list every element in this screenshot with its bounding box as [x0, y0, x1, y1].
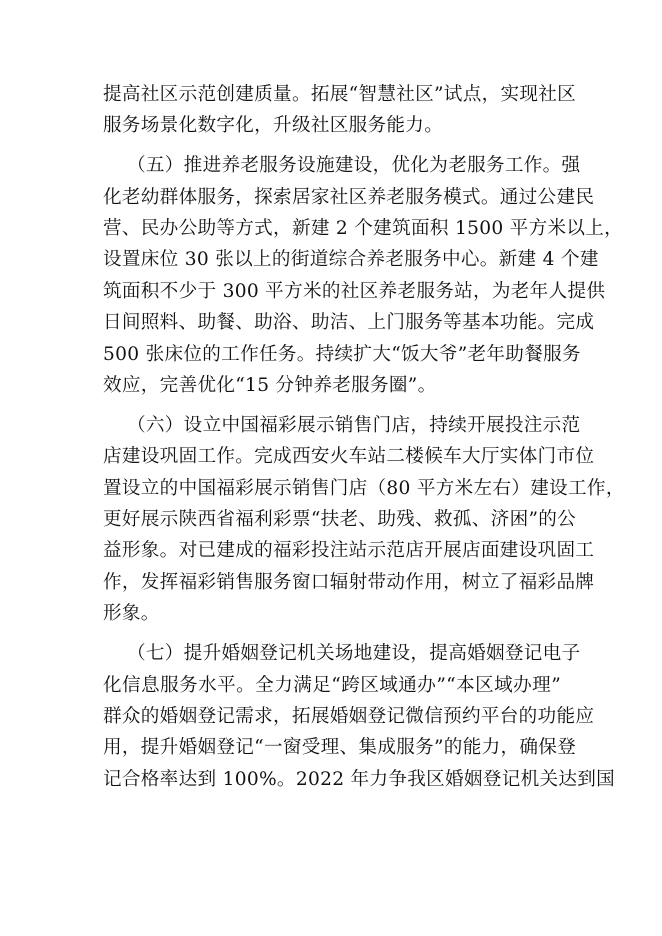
paragraph-elderly-care [103, 150, 624, 401]
text-line: （五）推进养老服务设施建设，优化为老服务工作。强 [127, 155, 581, 177]
text-line: （六）设立中国福彩展示销售门店，持续开展投注示范 [127, 414, 581, 436]
text-line: 作，发挥福彩销售服务窗口辐射带动作用，树立了福彩品牌 [103, 571, 595, 593]
text-line: 500 张床位的工作任务。持续扩大“饭大爷”老年助餐服务 [103, 343, 581, 365]
text-line: 更好展示陕西省福利彩票“扶老、助残、救孤、济困”的公 [103, 509, 577, 531]
text-line: 日间照料、助餐、助浴、助洁、上门服务等基本功能。完成 [103, 312, 595, 334]
text-line: 用，提升婚姻登记“一窗受理、集成服务”的能力，确保登 [103, 737, 577, 759]
text-line: 服务场景化数字化，升级社区服务能力。 [103, 115, 444, 137]
text-line: 提高社区示范创建质量。拓展“智慧社区”试点，实现社区 [103, 84, 577, 105]
text-line: （七）提升婚姻登记机关场地建设，提高婚姻登记电子 [127, 643, 581, 665]
text-line: 群众的婚姻登记需求，拓展婚姻登记微信预约平台的功能应 [103, 705, 595, 727]
text-line: 效应，完善优化“15 分钟养老服务圈”。 [103, 375, 437, 397]
document-page [103, 79, 625, 795]
text-line: 益形象。对已建成的福彩投注站示范店开展店面建设巩固工 [103, 540, 595, 562]
text-line: 形象。 [103, 603, 160, 625]
paragraph-community [103, 79, 577, 142]
text-line: 设置床位 30 张以上的街道综合养老服务中心。新建 4 个建 [103, 249, 599, 271]
text-line: 化老幼群体服务，探索居家社区养老服务模式。通过公建民 [103, 186, 595, 208]
paragraph-marriage-registration [103, 638, 616, 795]
text-line: 营、民办公助等方式，新建 2 个建筑面积 1500 平方米以上， [103, 218, 624, 240]
text-line: 记合格率达到 100%。2022 年力争我区婚姻登记机关达到国 [103, 768, 616, 790]
text-line: 店建设巩固工作。完成西安火车站二楼候车大厅实体门市位 [103, 446, 595, 468]
paragraph-welfare-lottery [103, 410, 625, 630]
text-line: 置设立的中国福彩展示销售门店（80 平方米左右）建设工作， [103, 477, 625, 499]
text-line: 化信息服务水平。全力满足“跨区域通办”“本区域办理” [103, 674, 561, 696]
text-line: 筑面积不少于 300 平方米的社区养老服务站，为老年人提供 [103, 280, 606, 302]
